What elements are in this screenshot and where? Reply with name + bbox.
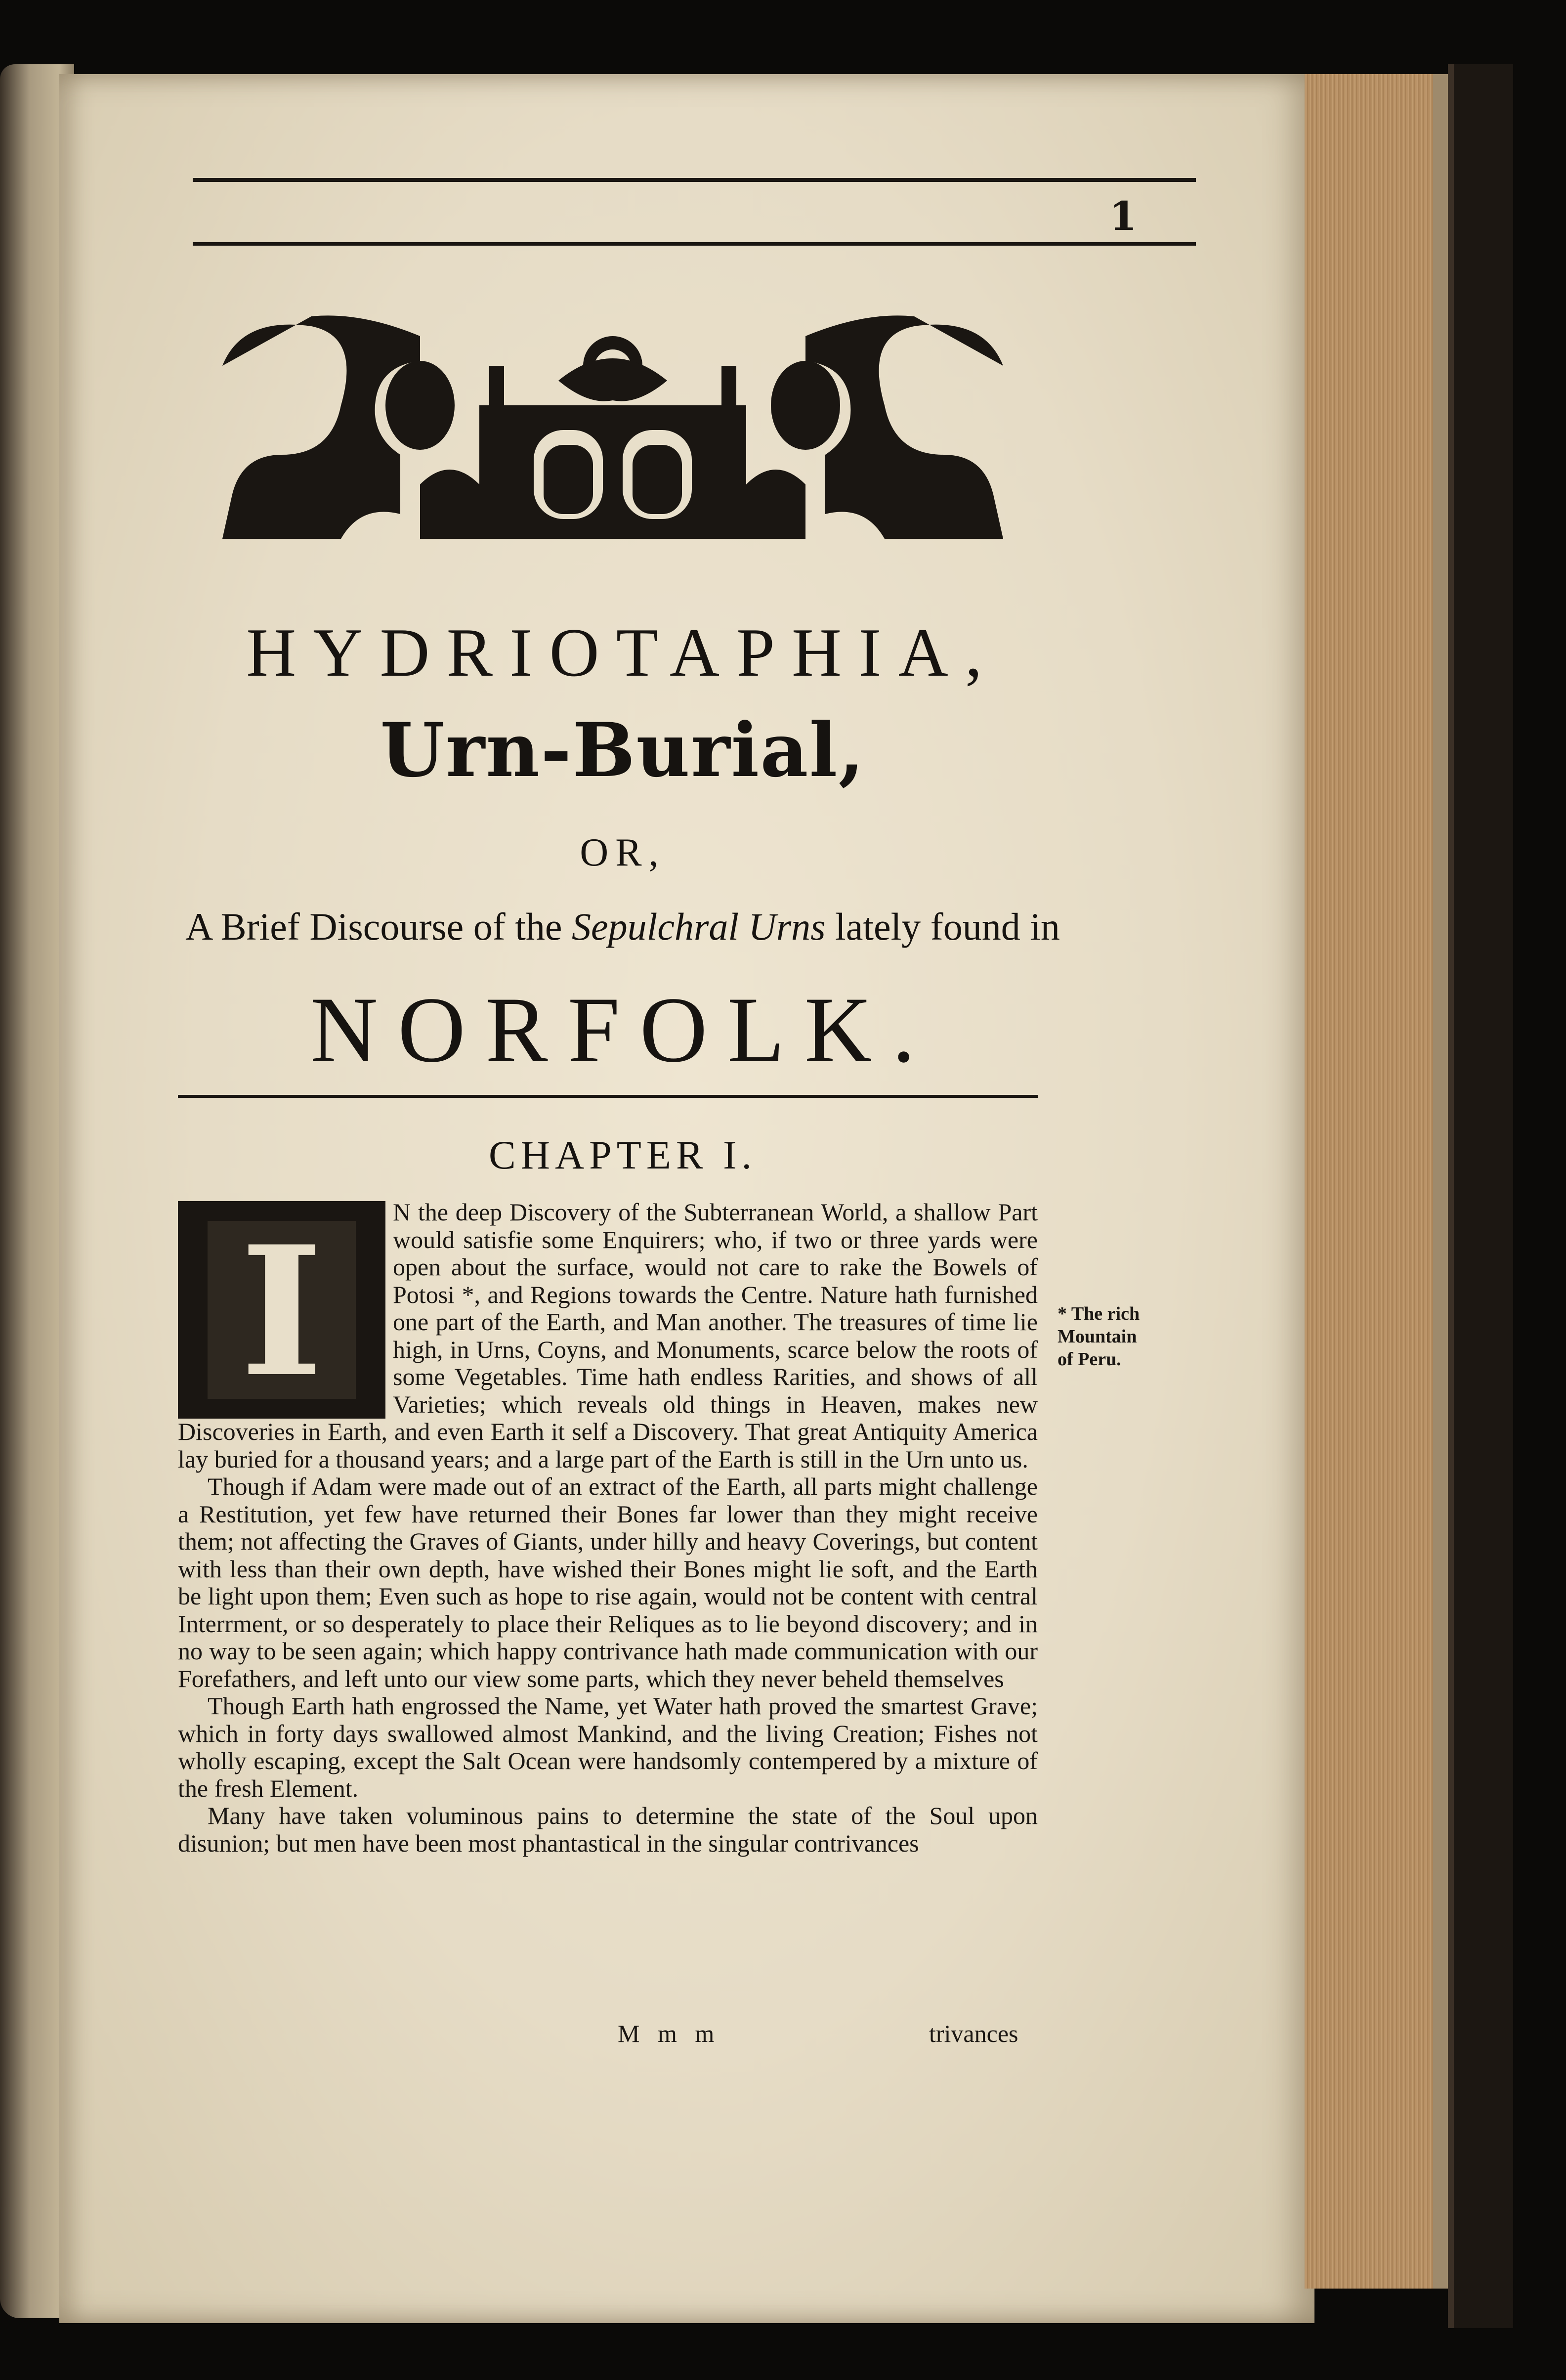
chapter-heading: CHAPTER I.	[489, 1132, 757, 1177]
title-urn-burial: Urn-Burial,	[380, 707, 865, 794]
margin-note-line-2: Mountain	[1058, 1326, 1137, 1347]
page-number: 1	[1109, 193, 1137, 239]
paragraph-1: N the deep Discovery of the Subterranean World, a shallow Part would satisfie some Enquirers; who, if two or three yards were open about the surface, would not care to rake the Bowels of Potosi *, and Regions towards the Centre. Nature hath furnished one part of the Earth, and Man another. The treasures of time lie high, in Urns, Coyns, and Monuments, scarce below the roots of some Vegetables. Time hath endless Rarities, and shows of all Varieties; which reveals old things in Heaven, makes new Discoveries in Earth, and even Earth it self a Discovery. That great Antiquity America lay buried for a thousand years; and a large part of the Earth is still in the Urn unto us.	[178, 1198, 1038, 1473]
initial-letter: I	[240, 1207, 324, 1416]
subtitle-part1: A Brief Discourse of the	[185, 905, 572, 948]
title-norfolk: NORFOLK.	[310, 978, 935, 1082]
paragraph-3: Though Earth hath engrossed the Name, yet Water hath proved the smartest Grave; which in forty days swallowed almost Mankind, and the living Creation; Fishes not wholly escaping, except the Salt Ocean were handsomly contempered by a mixture of the fresh Element.	[178, 1692, 1038, 1802]
margin-note-line-3: of Peru.	[1058, 1349, 1121, 1370]
body-text	[178, 1199, 1038, 1857]
title-or: OR,	[580, 831, 666, 874]
catchword: trivances	[929, 2020, 1018, 2047]
decorative-headpiece	[212, 306, 1013, 554]
paragraph-4: Many have taken voluminous pains to determine the state of the Soul upon disunion; but men have been most phantastical in the singular contrivances	[178, 1802, 1038, 1857]
margin-note-line-1: * The rich	[1058, 1303, 1140, 1324]
upper-rule	[193, 242, 1196, 246]
margin-note	[1058, 1302, 1140, 1371]
subtitle-italic: Sepulchral Urns	[572, 905, 826, 948]
signature-mark: M m m	[618, 2020, 720, 2047]
top-rule	[193, 178, 1196, 182]
title-rule	[178, 1095, 1038, 1098]
book-cover-edge	[1448, 64, 1513, 2328]
subtitle-part2: lately found in	[825, 905, 1060, 948]
title-hydriotaphia: HYDRIOTAPHIA,	[246, 614, 999, 691]
title-subtitle	[178, 905, 1067, 949]
paragraph-2: Though if Adam were made out of an extract of the Earth, all parts might challenge a Restitution, yet few have returned their Bones far lower than they might receive them; not affecting the Graves of Giants, under hilly and heavy Coverings, but content with less than their own depth, have wished their Bones might lie soft, and the Earth be light upon them; Even such as hope to rise again, would not be content with central Interrment, or so desperately to place their Reliques as to lie beyond discovery; and in no way to be seen again; which happy contrivance hath made communication with our Forefathers, and left unto our view some parts, which they never beheld themselves	[178, 1472, 1038, 1692]
page-fore-edge	[1305, 74, 1448, 2289]
